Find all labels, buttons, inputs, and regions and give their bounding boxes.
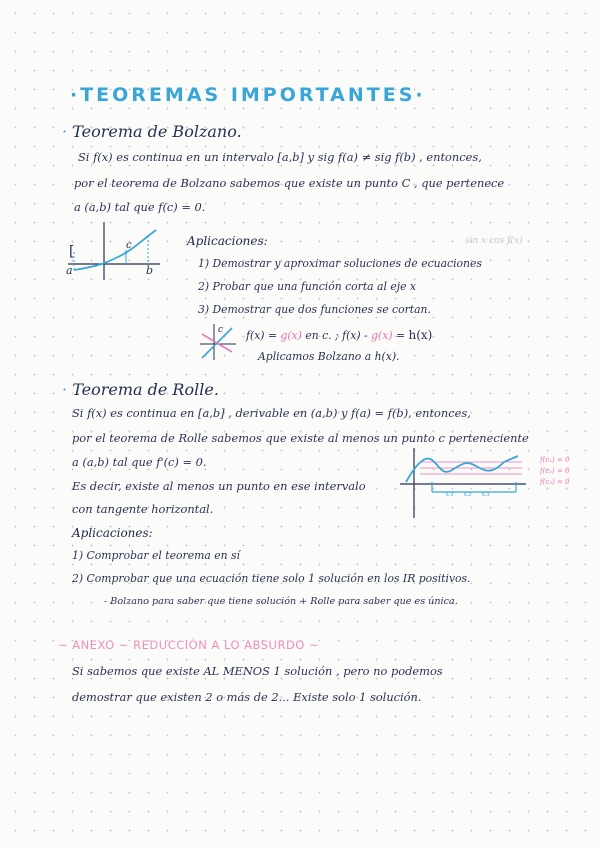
cut-formula-h: h(x) (408, 328, 433, 342)
rolle-graph-point-c3: c₃ (482, 489, 490, 498)
bolzano-heading-text: Teorema de Bolzano. (72, 122, 242, 141)
bolzano-statement-2: por el teorema de Bolzano sabemos que existe un punto C , que pertenece (74, 176, 505, 190)
bolzano-statement-3: a (a,b) tal que f(c) = 0. (74, 200, 206, 214)
bolzano-application-3: 3) Demostrar que dos funciones se cortan. (198, 303, 431, 316)
page-title: ·TEOREMAS IMPORTANTES· (70, 84, 426, 106)
rolle-graph-point-c2: c₂ (464, 489, 472, 498)
rolle-application-1: 1) Comprobar el teorema en sí (72, 549, 240, 562)
bolzano-heading (62, 122, 242, 141)
rolle-graph-label-1: f(c₁) = 0 (540, 456, 570, 464)
rolle-statement-5: con tangente horizontal. (72, 502, 214, 516)
rolle-heading-bullet: · (62, 380, 68, 399)
bolzano-graph (60, 222, 170, 282)
cut-formula-eq: = (392, 329, 409, 342)
rolle-graph-curve (406, 456, 518, 482)
bolzano-application-2: 2) Probar que una función corta al eje x (198, 280, 417, 293)
rolle-graph-label-2: f(c₂) = 0 (540, 467, 570, 475)
annex-line-1: Si sabemos que existe AL MENOS 1 solución , pero no podemos (72, 664, 443, 678)
cut-formula-f-eq: f(x) = (246, 329, 277, 342)
rolle-statement-4: Es decir, existe al menos un punto en ese intervalo (72, 479, 366, 493)
bolzano-graph-label-b: b (146, 264, 154, 277)
cut-formula-f-minus: f(x) - (342, 329, 372, 342)
cut-graph-line-g (202, 334, 232, 352)
cut-formula-g2: g(x) (371, 329, 393, 342)
rolle-graph-point-c1: c₁ (446, 489, 454, 498)
cut-apply-bolzano: Aplicamos Bolzano a h(x). (258, 350, 400, 363)
rolle-graph-label-3: f(c₃) = 0 (540, 478, 570, 486)
bolzano-graph-bracket: [ (69, 244, 75, 260)
bolzano-heading-bullet: · (62, 122, 68, 141)
rolle-statement-1: Si f(x) es continua en [a,b] , derivable en (a,b) y f(a) = f(b), entonces, (72, 406, 471, 420)
rolle-graph (400, 448, 530, 518)
annex-title: ~ ANEXO ~ REDUCCIÓN A LO ABSURDO ~ (58, 638, 320, 652)
bolzano-faint-note: sin x·cos f(x) (465, 236, 523, 246)
cut-graph-label-c: c (218, 325, 224, 335)
bolzano-applications-title: Aplicaciones: (187, 234, 268, 248)
cut-formula (246, 328, 432, 342)
bolzano-graph-label-a: a (66, 264, 73, 277)
rolle-heading (62, 380, 219, 399)
rolle-application-note: - Bolzano para saber que tiene solución + Rolle para saber que es única. (104, 596, 458, 607)
cut-formula-g: g(x) (280, 329, 302, 342)
cut-functions-graph (198, 322, 238, 362)
rolle-statement-3: a (a,b) tal que f'(c) = 0. (72, 455, 207, 469)
bolzano-application-1: 1) Demostrar y aproximar soluciones de ecuaciones (198, 257, 482, 270)
rolle-application-2: 2) Comprobar que una ecuación tiene solo 1 solución en los IR positivos. (72, 572, 471, 585)
cut-formula-middle: en c. ; (305, 329, 343, 342)
rolle-heading-text: Teorema de Rolle. (72, 380, 219, 399)
bolzano-statement-1: Si f(x) es continua en un intervalo [a,b] y sig f(a) ≠ sig f(b) , entonces, (78, 150, 482, 164)
rolle-statement-2: por el teorema de Rolle sabemos que existe al menos un punto c perteneciente (72, 431, 529, 445)
annex-line-2: demostrar que existen 2 o más de 2... Existe solo 1 solución. (72, 690, 422, 704)
rolle-applications-title: Aplicaciones: (72, 526, 153, 540)
bolzano-graph-label-c: c (126, 240, 132, 251)
